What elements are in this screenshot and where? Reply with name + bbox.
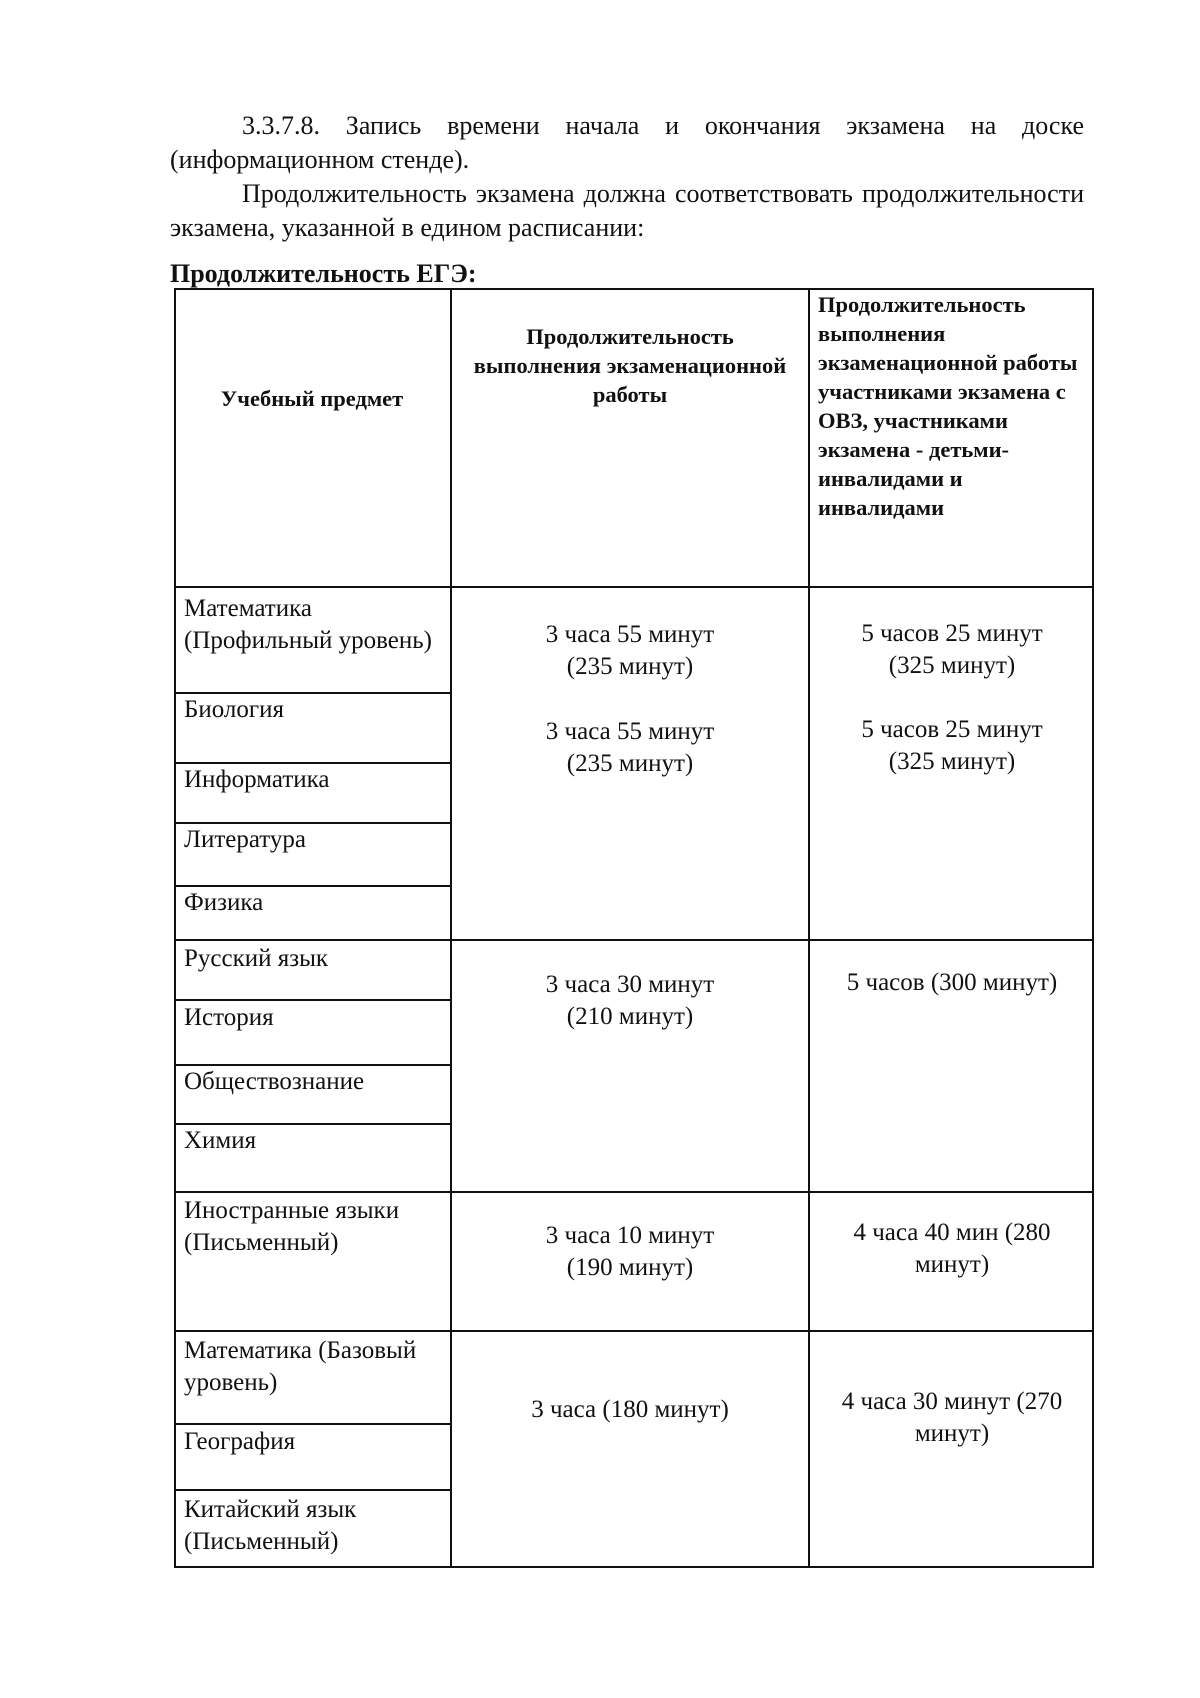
subject-cell: География xyxy=(184,1428,296,1455)
subject-cell: История xyxy=(184,1004,274,1031)
paragraph-duration-note: Продолжительность экзамена должна соответствовать продолжительности экзамена, указанной в едином расписании: xyxy=(170,179,1084,242)
header-duration: Продолжительность выполнения экзаменационной работы xyxy=(473,324,787,407)
duration-cell: 3 часа 55 минут (235 минут) xyxy=(545,621,715,680)
header-row-divider xyxy=(174,586,1094,588)
subject-cell: Математика (Профильный уровень) xyxy=(184,595,432,654)
table-border-left xyxy=(174,288,176,1568)
header-subject: Учебный предмет xyxy=(220,386,404,411)
subject-cell: Биология xyxy=(184,696,285,723)
group-divider-1 xyxy=(174,939,1094,941)
table-border-bottom xyxy=(174,1566,1094,1568)
subject-cell: Литература xyxy=(184,826,306,853)
duration-ovz-cell: 5 часов 25 минут (325 минут) xyxy=(861,716,1043,775)
header-duration-ovz: Продолжительность выполнения экзаменационной работы участниками экзамена с ОВЗ, участниками экзамена - детьми-инвалидами и инвалидами xyxy=(818,292,1078,520)
subject-cell: Китайский язык (Письменный) xyxy=(184,1496,357,1555)
subject-row-divider xyxy=(174,1489,450,1491)
subject-cell: Физика xyxy=(184,889,264,916)
table-column-divider-2 xyxy=(808,288,810,1568)
subject-cell: Математика (Базовый уровень) xyxy=(184,1337,417,1396)
subject-cell: Русский язык xyxy=(184,945,329,972)
table-heading: Продолжительность ЕГЭ: xyxy=(170,259,477,288)
subject-cell: Информатика xyxy=(184,766,330,793)
group-divider-3 xyxy=(174,1330,1094,1332)
table-border-right xyxy=(1092,288,1094,1568)
paragraph-3-3-7-8: 3.3.7.8. Запись времени начала и окончания экзамена на доске (информационном стенде). xyxy=(170,111,1084,174)
duration-cell: 3 часа 10 минут (190 минут) xyxy=(545,1222,715,1281)
subject-cell: Иностранные языки (Письменный) xyxy=(184,1197,400,1256)
duration-cell: 3 часа 30 минут (210 минут) xyxy=(545,971,715,1030)
subject-cell: Обществознание xyxy=(184,1068,365,1095)
duration-ovz-cell: 4 часа 30 минут (270 минут) xyxy=(841,1388,1063,1447)
duration-cell: 3 часа 55 минут (235 минут) xyxy=(545,718,715,777)
duration-ovz-cell: 5 часов (300 минут) xyxy=(846,969,1058,996)
subject-cell: Химия xyxy=(184,1127,257,1154)
group-divider-2 xyxy=(174,1191,1094,1193)
table-column-divider-1 xyxy=(450,288,452,1568)
duration-ovz-cell: 4 часа 40 мин (280 минут) xyxy=(853,1219,1051,1278)
duration-cell: 3 часа (180 минут) xyxy=(531,1396,729,1423)
duration-table xyxy=(174,288,1094,1568)
duration-ovz-cell: 5 часов 25 минут (325 минут) xyxy=(861,620,1043,679)
subject-row-divider xyxy=(174,1423,450,1425)
subject-row-divider xyxy=(174,999,450,1001)
